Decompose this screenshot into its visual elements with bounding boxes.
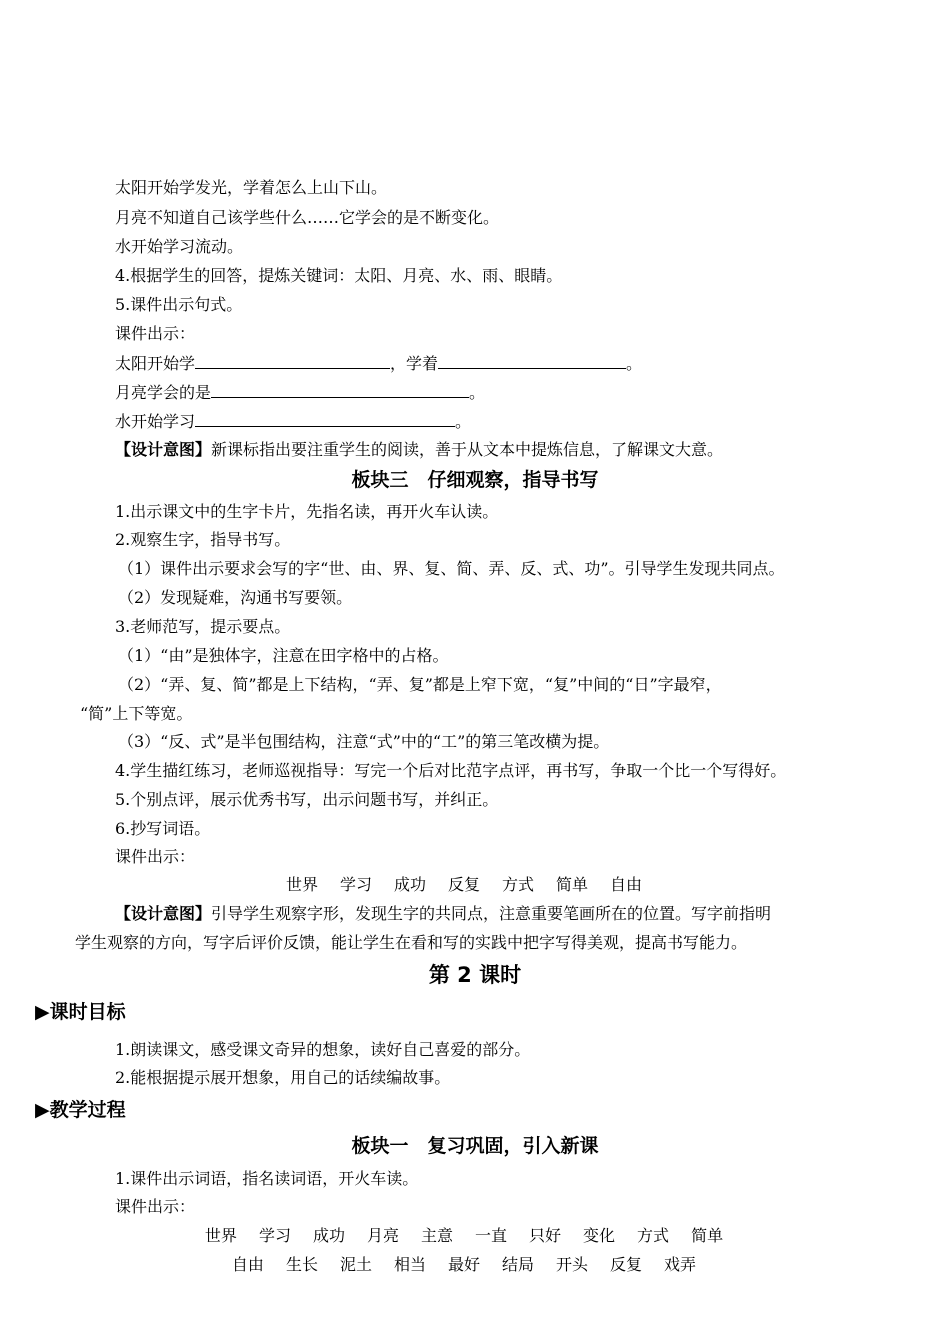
text-line: 4.学生描红练习，老师巡视指导：写完一个后对比范字点评，再书写，争取一个比一个写得好。 (115, 761, 787, 780)
word: 结局 (502, 1255, 535, 1274)
design-intent-tag: 【设计意图】 (115, 440, 212, 459)
fill-blank-sentence (115, 411, 950, 432)
text-line: 2.能根据提示展开想象，用自己的话续编故事。 (115, 1068, 451, 1087)
text-line: 5.个别点评，展示优秀书写，出示问题书写，并纠正。 (115, 790, 499, 809)
word: 自由 (231, 1255, 264, 1274)
text: ，学着 (390, 354, 439, 373)
text-line: （1）“由”是独体字，注意在田字格中的占格。 (118, 646, 449, 665)
blank-line (195, 353, 390, 369)
text: 。 (626, 354, 643, 373)
word: 泥土 (339, 1255, 372, 1274)
fill-blank-sentence (115, 353, 950, 374)
blank-line (195, 411, 455, 427)
word: 反复 (610, 1255, 643, 1274)
word: 方式 (502, 875, 535, 894)
goal-heading: ▶课时目标 (35, 1001, 126, 1023)
word: 主意 (420, 1226, 453, 1245)
blank-line (211, 382, 469, 398)
text-line: 4.根据学生的回答，提炼关键词：太阳、月亮、水、雨、眼睛。 (115, 266, 563, 285)
word-list (0, 875, 950, 895)
word: 成功 (393, 875, 426, 894)
word-list (0, 1226, 950, 1246)
word: 世界 (204, 1226, 237, 1245)
text-line: 课件出示： (115, 1197, 196, 1216)
text: 月亮学会的是 (115, 383, 212, 402)
word-list (0, 1255, 950, 1275)
word: 反复 (447, 875, 480, 894)
text-line: （2）发现疑难，沟通书写要领。 (118, 588, 353, 607)
design-intent-text: 新课标指出要注重学生的阅读，善于从文本中提炼信息，了解课文大意。 (211, 440, 724, 459)
word: 学习 (258, 1226, 291, 1245)
text: 水开始学习 (115, 412, 196, 431)
text-line: 课件出示： (115, 847, 196, 866)
text: 太阳开始学 (115, 354, 196, 373)
fill-blank-sentence (115, 382, 950, 403)
text-line: 5.课件出示句式。 (115, 295, 243, 314)
process-heading: ▶教学过程 (35, 1099, 126, 1121)
word: 最好 (447, 1255, 480, 1274)
blank-line (438, 353, 626, 369)
text-line: 3.老师范写，提示要点。 (115, 617, 291, 636)
design-intent-tag: 【设计意图】 (115, 904, 212, 923)
word: 方式 (637, 1226, 670, 1245)
word: 只好 (529, 1226, 562, 1245)
text-line: 太阳开始学发光，学着怎么上山下山。 (115, 178, 388, 197)
text-line: 1.朗读课文，感受课文奇异的想象，读好自己喜爱的部分。 (115, 1040, 531, 1059)
text-line: 6.抄写词语。 (115, 819, 211, 838)
text-line: 水开始学习流动。 (115, 237, 244, 256)
lesson-title: 第 2 课时 (428, 963, 522, 987)
text-line: 1.课件出示词语，指名读词语，开火车读。 (115, 1169, 419, 1188)
word: 简单 (691, 1226, 724, 1245)
text: 。 (469, 383, 486, 402)
word: 月亮 (366, 1226, 399, 1245)
text-line: 课件出示： (115, 324, 196, 343)
word: 自由 (610, 875, 643, 894)
text-line: 学生观察的方向，写字后评价反馈，能让学生在看和写的实践中把字写得美观，提高书写能力。 (75, 933, 748, 952)
word: 变化 (583, 1226, 616, 1245)
word: 一直 (475, 1226, 508, 1245)
design-intent (115, 440, 950, 460)
word: 简单 (556, 875, 589, 894)
word: 学习 (339, 875, 372, 894)
word: 生长 (285, 1255, 318, 1274)
section-title: 板块三 仔细观察，指导书写 (351, 469, 599, 491)
text-line: 月亮不知道自己该学些什么……它学会的是不断变化。 (115, 208, 500, 227)
text-line: （2）“弄、复、简”都是上下结构，“弄、复”都是上窄下宽，“复”中间的“日”字最窄， (118, 675, 722, 694)
word: 戏弄 (664, 1255, 697, 1274)
word: 相当 (393, 1255, 426, 1274)
text-line: （3）“反、式”是半包围结构，注意“式”中的“工”的第三笔改横为提。 (118, 732, 610, 751)
text-line: “简”上下等宽。 (80, 704, 193, 723)
section-title: 板块一 复习巩固，引入新课 (351, 1135, 599, 1157)
design-intent (115, 904, 950, 924)
word: 成功 (312, 1226, 345, 1245)
text-line: （1）课件出示要求会写的字“世、由、界、复、简、弄、反、式、功”。引导学生发现共同点。 (118, 559, 785, 578)
word: 开头 (556, 1255, 589, 1274)
text-line: 2.观察生字，指导书写。 (115, 530, 291, 549)
text-line: 1.出示课文中的生字卡片，先指名读，再开火车认读。 (115, 502, 499, 521)
design-intent-text: 引导学生观察字形，发现生字的共同点，注意重要笔画所在的位置。写字前指明 (211, 904, 772, 923)
text: 。 (455, 412, 472, 431)
word: 世界 (285, 875, 318, 894)
